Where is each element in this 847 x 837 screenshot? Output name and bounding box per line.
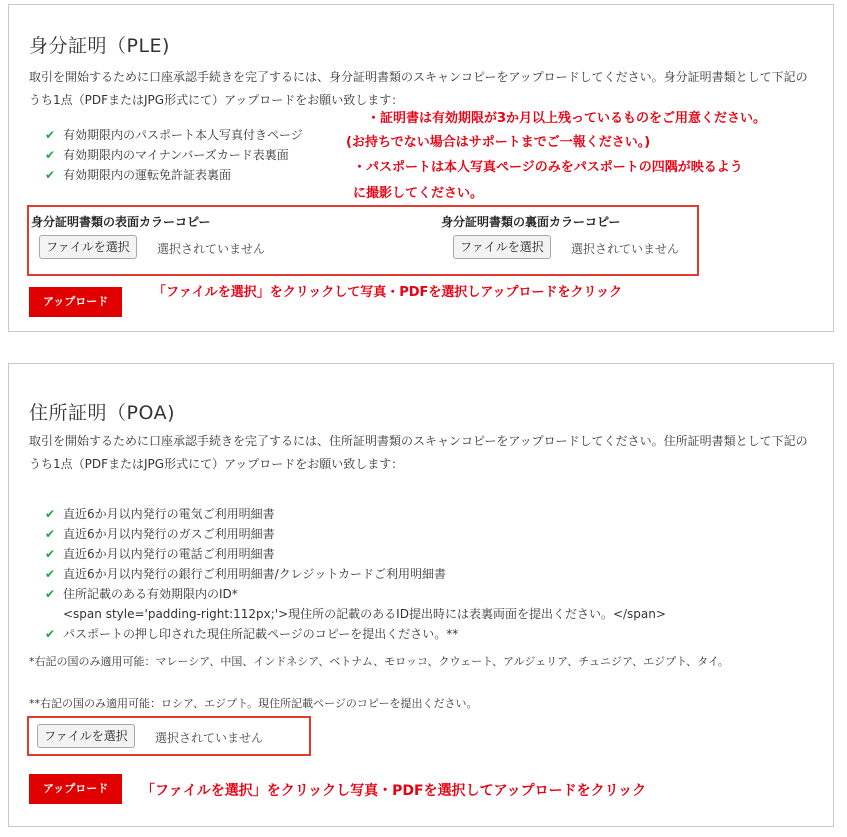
checkmark-icon: ✔ xyxy=(45,627,56,641)
checkmark-icon: ✔ xyxy=(45,128,56,142)
checkmark-icon: ✔ xyxy=(45,168,56,182)
list-item: ✔ パスポートの押し印された現住所記載ページのコピーを提出ください。** xyxy=(45,624,666,644)
poa-upload-button[interactable]: アップロード xyxy=(29,774,122,804)
back-file-button[interactable]: ファイルを選択 xyxy=(453,235,551,259)
note-contact-support: (お持ちでない場合はサポートまでご一報ください。) xyxy=(346,135,651,150)
poa-file-status: 選択されていません xyxy=(155,731,264,745)
ple-description: 取引を開始するために口座承認手続きを完了するには、身分証明書類のスキャンコピーをアップロードしてください。身分証明書類として下記のうち1点（PDFまたはJPG形式にて）アップロードをお願い致します： xyxy=(29,70,808,107)
ple-upload-button[interactable]: アップロード xyxy=(29,287,122,317)
list-item: ✔ 住所記載のある有効期限内のID* xyxy=(45,584,666,604)
note-passport-photo-cont: に撮影してください。 xyxy=(353,186,484,201)
list-item: ✔ 有効期限内のマイナンバーズカード表裏面 xyxy=(45,145,303,165)
list-item: ✔ 有効期限内の運転免許証表裏面 xyxy=(45,165,303,185)
ple-instruction: 「ファイルを選択」をクリックして写真・PDFを選択しアップロードをクリック xyxy=(153,285,622,300)
checkmark-icon: ✔ xyxy=(45,547,56,561)
list-item: ✔ 直近6か月以内発行の電話ご利用明細書 xyxy=(45,544,666,564)
list-item: ✔ 有効期限内のパスポート本人写真付きページ xyxy=(45,125,303,145)
front-file-button[interactable]: ファイルを選択 xyxy=(39,235,137,259)
list-item: ✔ 直近6か月以内発行のガスご利用明細書 xyxy=(45,524,666,544)
checkmark-icon: ✔ xyxy=(45,507,56,521)
list-item: ✔ 直近6か月以内発行の電気ご利用明細書 xyxy=(45,504,666,524)
list-item: ✔ 直近6か月以内発行の銀行ご利用明細書/クレジットカードご利用明細書 xyxy=(45,564,666,584)
poa-instruction: 「ファイルを選択」をクリックし写真・PDFを選択してアップロードをクリック xyxy=(141,783,647,799)
back-copy-label: 身分証明書類の裏面カラーコピー xyxy=(441,215,621,229)
poa-title: 住所証明（POA) xyxy=(29,402,175,424)
back-file-status: 選択されていません xyxy=(571,242,680,256)
front-file-status: 選択されていません xyxy=(157,242,266,256)
front-copy-label: 身分証明書類の表面カラーコピー xyxy=(31,215,211,229)
poa-document-list xyxy=(45,504,666,644)
ple-title: 身分証明（PLE) xyxy=(29,35,170,57)
footnote-countries-2: **右記の国のみ適用可能：ロシア、エジプト。現住所記載ページのコピーを提出ください。 xyxy=(29,697,478,710)
checkmark-icon: ✔ xyxy=(45,148,56,162)
poa-file-button[interactable]: ファイルを選択 xyxy=(37,724,135,748)
checkmark-icon: ✔ xyxy=(45,587,56,601)
ple-document-list xyxy=(45,125,303,185)
note-validity: ・証明書は有効期限が3か月以上残っているものをご用意ください。 xyxy=(367,111,767,126)
poa-panel xyxy=(8,363,834,827)
poa-description: 取引を開始するために口座承認手続きを完了するには、住所証明書類のスキャンコピーをアップロードしてください。住所証明書類として下記のうち1点（PDFまたはJPG形式にて）アップロードをお願い致します： xyxy=(29,434,808,471)
checkmark-icon: ✔ xyxy=(45,567,56,581)
checkmark-icon: ✔ xyxy=(45,527,56,541)
footnote-countries: *右記の国のみ適用可能：マレーシア、中国、インドネシア、ベトナム、モロッコ、クウェート、アルジェリア、チュニジア、エジプト、タイ。 xyxy=(29,655,729,668)
ple-panel xyxy=(8,4,834,332)
note-passport-photo: ・パスポートは本人写真ページのみをパスポートの四隅が映るよう xyxy=(353,160,743,175)
list-item-code: <span style='padding-right:112px;'>現住所の記載のあるID提出時には表裏両面を提出ください。</span> xyxy=(63,607,666,621)
